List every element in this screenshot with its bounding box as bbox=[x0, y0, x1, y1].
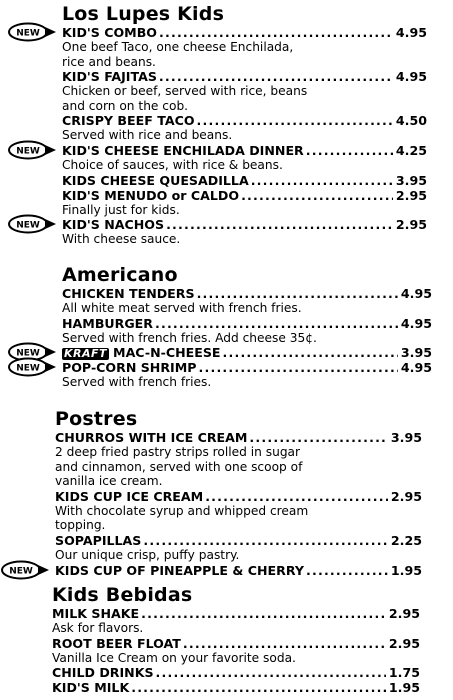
menu-item-description: Served with french fries. bbox=[62, 375, 212, 390]
menu-item-name bbox=[52, 680, 129, 695]
menu-item-name-text: KID'S NACHOS bbox=[62, 217, 165, 233]
menu-item-line bbox=[62, 113, 427, 128]
menu-item-description: Our unique crisp, puffy pastry. bbox=[55, 547, 240, 562]
menu-item-line bbox=[62, 173, 427, 188]
menu-item bbox=[62, 69, 427, 113]
menu-item-name bbox=[62, 217, 164, 232]
menu-item-price: 1.95 bbox=[388, 680, 420, 696]
dot-leader bbox=[197, 286, 398, 301]
menu-item-price: 4.95 bbox=[400, 315, 432, 331]
menu-item-name-text: KIDS CUP ICE CREAM bbox=[55, 488, 204, 504]
menu-item bbox=[9, 562, 422, 578]
menu-item bbox=[52, 680, 420, 695]
menu-item-name-text: KID'S CHEESE ENCHILADA DINNER bbox=[62, 142, 304, 158]
menu-item-line bbox=[55, 563, 422, 578]
dot-leader bbox=[205, 489, 388, 504]
menu-item-name-text: KID'S FAJITAS bbox=[62, 69, 157, 85]
menu-item-line bbox=[62, 286, 432, 301]
new-badge-icon bbox=[7, 357, 57, 377]
menu-item-description: With cheese sauce. bbox=[62, 232, 181, 247]
menu-item-price: 3.95 bbox=[395, 172, 427, 188]
menu-item-price: 4.95 bbox=[400, 286, 432, 301]
dot-leader bbox=[223, 345, 398, 360]
dot-leader bbox=[249, 430, 388, 445]
menu-item-description: and corn on the cob. bbox=[62, 98, 189, 113]
dot-leader bbox=[159, 25, 393, 40]
menu-item-name-text: KIDS CHEESE QUESADILLA bbox=[62, 172, 249, 188]
menu-item bbox=[62, 113, 427, 143]
menu-item-name bbox=[62, 188, 239, 203]
menu-item-name-text: CHURROS WITH ICE CREAM bbox=[55, 430, 248, 445]
section-americano bbox=[0, 264, 453, 390]
menu-item-name bbox=[55, 563, 304, 578]
menu-item-description: rice and beans. bbox=[62, 54, 156, 69]
menu-item-price: 4.50 bbox=[395, 113, 427, 129]
menu-item-name bbox=[55, 489, 203, 504]
menu-item-price: 4.95 bbox=[395, 25, 427, 40]
menu-item-line bbox=[62, 188, 427, 203]
menu-item-name-text: KID'S MILK bbox=[52, 680, 130, 696]
dot-leader bbox=[143, 533, 388, 548]
menu-item-price: 3.95 bbox=[400, 345, 432, 361]
menu-item-name-text: MILK SHAKE bbox=[52, 606, 140, 621]
menu-item-description: Finally just for kids. bbox=[62, 202, 180, 217]
svg-text:NEW: NEW bbox=[16, 363, 40, 374]
menu-item-description: Choice of sauces, with rice & beans. bbox=[62, 157, 283, 172]
menu-item bbox=[16, 345, 432, 361]
menu-item-name-text: HAMBURGER bbox=[62, 315, 153, 331]
menu-item-price: 4.95 bbox=[400, 360, 432, 376]
menu-item bbox=[62, 173, 427, 188]
menu-item-line bbox=[62, 25, 427, 40]
menu-item-line bbox=[52, 665, 420, 680]
menu-item-name-text: KID'S COMBO bbox=[62, 25, 157, 40]
menu-item bbox=[16, 217, 427, 247]
menu-item-line bbox=[52, 606, 420, 621]
dot-leader bbox=[197, 113, 393, 128]
menu-item-name-text: KID'S MENUDO or CALDO bbox=[62, 187, 240, 203]
menu-item-name bbox=[62, 69, 157, 84]
section-los-lupes-kids bbox=[0, 3, 453, 247]
menu-item-price: 4.25 bbox=[395, 142, 427, 158]
menu-item-description: vanilla ice cream. bbox=[55, 474, 163, 489]
svg-text:NEW: NEW bbox=[16, 220, 40, 231]
menu-item bbox=[16, 142, 427, 173]
dot-leader bbox=[141, 606, 386, 621]
menu-item-price: 2.95 bbox=[390, 488, 422, 504]
menu-item-line bbox=[62, 217, 427, 232]
menu-item-name-text: MAC-N-CHEESE bbox=[113, 345, 221, 361]
menu-item-description: With chocolate syrup and whipped cream bbox=[55, 503, 309, 518]
menu-item-price: 2.25 bbox=[390, 532, 422, 548]
menu-item-line bbox=[62, 316, 432, 331]
dot-leader bbox=[306, 143, 393, 158]
section-heading: Americano bbox=[62, 264, 178, 286]
kraft-logo: KRAFT bbox=[64, 347, 108, 361]
dot-leader bbox=[155, 316, 398, 331]
menu-item-name bbox=[62, 25, 157, 40]
menu-item-name-text: CHICKEN TENDERS bbox=[62, 286, 195, 301]
svg-text:NEW: NEW bbox=[16, 146, 40, 157]
menu-item-name bbox=[62, 345, 221, 360]
dot-leader bbox=[241, 188, 393, 203]
menu-item-line bbox=[55, 533, 422, 548]
menu-item-price: 4.95 bbox=[395, 69, 427, 85]
menu-item-name bbox=[52, 606, 139, 621]
menu-item bbox=[52, 636, 420, 666]
section-postres bbox=[0, 408, 453, 578]
dot-leader bbox=[131, 680, 386, 695]
menu-item-name bbox=[62, 286, 195, 301]
menu-item-name bbox=[62, 143, 304, 158]
menu-item-description: Served with french fries. Add cheese 35¢. bbox=[62, 330, 317, 345]
menu-item-line bbox=[62, 360, 432, 375]
menu-item bbox=[55, 489, 422, 533]
menu-item-description: topping. bbox=[55, 518, 106, 533]
menu-item-description: 2 deep fried pastry strips rolled in sugar bbox=[55, 445, 301, 459]
menu-item bbox=[62, 316, 432, 346]
dot-leader bbox=[156, 665, 386, 680]
menu-item-description: Ask for flavors. bbox=[52, 621, 144, 635]
menu-item-price: 2.95 bbox=[395, 217, 427, 233]
menu-item-line bbox=[55, 489, 422, 504]
menu-item-price: 3.95 bbox=[390, 430, 422, 445]
section-heading: Los Lupes Kids bbox=[62, 3, 225, 25]
menu-item-description: Served with rice and beans. bbox=[62, 128, 233, 143]
menu-item bbox=[55, 533, 422, 563]
menu-item-line bbox=[52, 636, 420, 651]
menu-item-name bbox=[55, 533, 141, 548]
menu-item-line bbox=[52, 680, 420, 695]
menu-item-price: 1.75 bbox=[388, 665, 420, 681]
menu-item-name-text: CHILD DRINKS bbox=[52, 665, 154, 681]
menu-item bbox=[62, 286, 432, 316]
menu-item-price: 2.95 bbox=[395, 187, 427, 203]
menu-item bbox=[55, 430, 422, 489]
dot-leader bbox=[159, 69, 393, 84]
dot-leader bbox=[166, 217, 393, 232]
menu-item-description: and cinnamon, served with one scoop of bbox=[55, 459, 303, 474]
menu-item-price: 1.95 bbox=[390, 562, 422, 578]
menu-item bbox=[16, 360, 432, 390]
new-badge-icon bbox=[7, 140, 57, 160]
menu-item-name bbox=[62, 173, 249, 188]
menu-item-description: Vanilla Ice Cream on your favorite soda. bbox=[52, 650, 296, 665]
menu-item-description: Chicken or beef, served with rice, beans bbox=[62, 84, 308, 99]
menu-item-line bbox=[55, 430, 422, 445]
menu-item-name bbox=[52, 665, 154, 680]
menu-item-line bbox=[62, 143, 427, 158]
menu-item-description: All white meat served with french fries. bbox=[62, 301, 302, 315]
dot-leader bbox=[183, 636, 386, 651]
menu-item bbox=[62, 188, 427, 218]
dot-leader bbox=[199, 360, 398, 375]
new-badge-icon bbox=[7, 214, 57, 234]
menu-item bbox=[52, 606, 420, 636]
section-kids-bebidas bbox=[0, 584, 453, 695]
menu-item-name bbox=[52, 636, 181, 651]
menu-item-name-text: CRISPY BEEF TACO bbox=[62, 113, 195, 129]
new-badge-icon bbox=[0, 560, 50, 580]
menu-item bbox=[52, 665, 420, 680]
menu-item bbox=[16, 25, 427, 69]
menu-item-price: 2.95 bbox=[388, 635, 420, 651]
svg-text:NEW: NEW bbox=[16, 28, 40, 39]
dot-leader bbox=[306, 563, 388, 578]
menu-item-name bbox=[62, 113, 195, 128]
menu-item-name-text: POP-CORN SHRIMP bbox=[62, 360, 197, 376]
menu-item-price: 2.95 bbox=[388, 606, 420, 621]
menu-item-name bbox=[62, 360, 197, 375]
menu-item-line bbox=[62, 69, 427, 84]
menu-item-line bbox=[62, 345, 432, 360]
menu-item-name-text: SOPAPILLAS bbox=[55, 532, 142, 548]
svg-text:NEW: NEW bbox=[9, 565, 33, 576]
menu-item-name-text: ROOT BEER FLOAT bbox=[52, 635, 181, 651]
dot-leader bbox=[251, 173, 393, 188]
menu-item-name bbox=[62, 316, 153, 331]
section-heading: Kids Bebidas bbox=[52, 584, 193, 606]
new-badge-icon bbox=[7, 22, 57, 42]
menu-item-name-text: KIDS CUP OF PINEAPPLE & CHERRY bbox=[55, 562, 304, 578]
menu-item-name bbox=[55, 430, 247, 445]
svg-text:NEW: NEW bbox=[16, 348, 40, 359]
section-heading: Postres bbox=[55, 408, 138, 430]
menu-item-description: One beef Taco, one cheese Enchilada, bbox=[62, 40, 294, 54]
